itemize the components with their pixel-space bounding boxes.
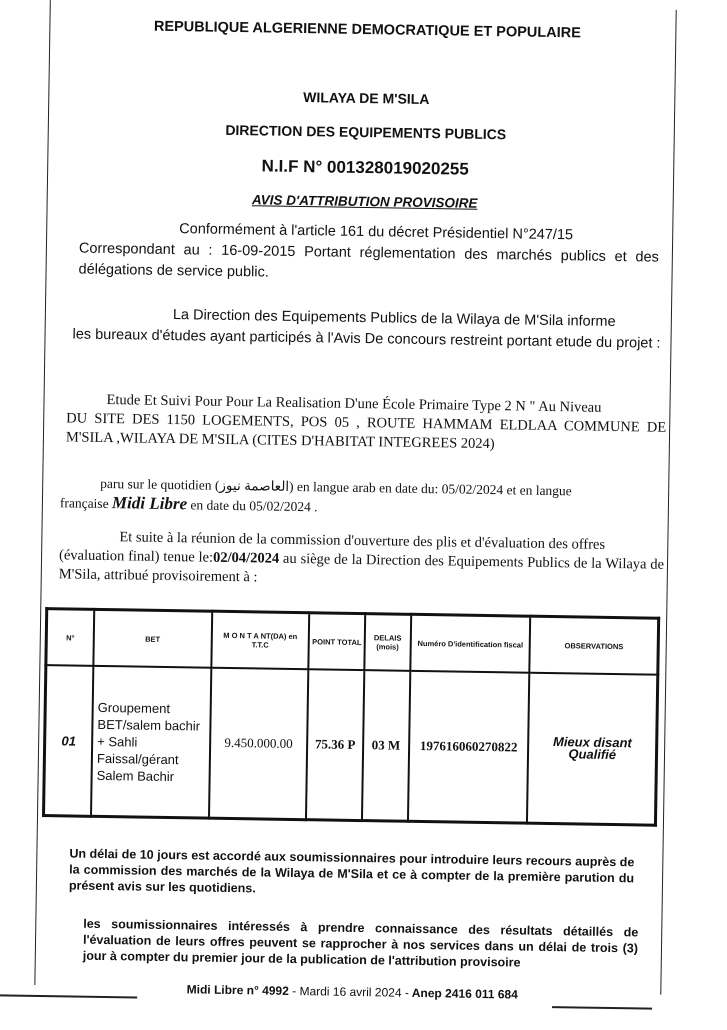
cell-point: 75.36 P: [306, 669, 364, 820]
publication-text-4: en date du 05/02/2024 .: [190, 497, 318, 515]
cell-num: 01: [44, 665, 94, 816]
project-line1: Etude Et Suivi Pour Pour La Realisation D'une École Primaire Type 2 N " Au Niveau: [106, 392, 602, 416]
cell-delai: 03 M: [362, 670, 410, 821]
header-bet: BET: [93, 609, 211, 667]
footer-anep: Anep 2416 011 684: [411, 985, 518, 1002]
cell-nif: 197616060270822: [408, 671, 530, 823]
footer-rule-right: [552, 1006, 652, 1009]
project-rest: DU SITE DES 1150 LOGEMENTS, POS 05 , ROUTE HAMMAM ELDLAA COMMUNE DE M'SILA ,WILAYA DE M'SILA (CITES D'HABITAT INTEGREES 2024): [65, 410, 667, 453]
publication-text-3: française: [59, 495, 109, 512]
header-observations: OBSERVATIONS: [530, 616, 659, 675]
results-text: les soumissionnaires intéressés à prendre connaissance des résultats détaillés de l'évaluation de leurs offres peuvent se rapprocher à nos services dans un délai de trois (3) jour à compter du premier jour de la publication de l'attribution provisoire: [82, 916, 639, 970]
arabic-newspaper-name: (العاصمة نيوز): [214, 477, 294, 494]
cell-montant: 9.450.000.00: [209, 668, 309, 820]
commission-line1: Et suite à la réunion de la commission d'ouverture des plis et d'évaluation des offres: [119, 529, 606, 553]
project-paragraph: [66, 390, 667, 456]
commission-text-1: (évaluation final) tenue le:: [58, 547, 214, 566]
notice-title: AVIS D'ATTRIBUTION PROVISOIRE: [251, 192, 478, 211]
footer-date: - Mardi 16 avril 2024 -: [292, 983, 409, 1000]
footer-paper: Midi Libre n° 4992: [186, 982, 289, 998]
attribution-table: [42, 607, 660, 827]
meeting-date: 02/04/2024: [212, 549, 280, 567]
cell-bet: Groupement BET/salem bachir + Sahli Faissal/gérant Salem Bachir: [91, 666, 211, 818]
header-delais: DELAIS (mois): [364, 614, 411, 671]
commission-text-2: au siège de la Direction des Equipements Publics de la Wilaya de M'Sila, attribué provisoirement à :: [58, 550, 665, 586]
header-montant: M O N T A NT(DA) en T.T.C: [211, 611, 309, 669]
appeal-notice: [54, 845, 635, 902]
appeal-text: Un délai de 10 jours est accordé aux soumissionnaires pour introduire leurs recours auprès de la commission des marchés de la Wilaya de M'Sila et ce à compter de la première parution du présent avis sur les quotidiens.: [68, 846, 635, 896]
cell-observations: Mieux disant Qualifié: [527, 673, 657, 825]
newspaper-name: Midi Libre: [111, 493, 188, 514]
publication-text-2: en langue arab en date du: 05/02/2024 et en langue: [296, 479, 572, 499]
table-row: [44, 665, 658, 825]
legal-reference-paragraph: [78, 218, 659, 290]
wilaya-heading: WILAYA DE M'SILA: [303, 89, 430, 108]
information-rest: les bureaux d'études ayant participés à l'Avis De concours restreint portant etude du projet :: [72, 326, 661, 352]
header-point: POINT TOTAL: [309, 613, 366, 670]
commission-paragraph: [59, 527, 665, 593]
legal-reference-rest: Correspondant au : 16-09-2015 Portant réglementation des marchés publics et des délégations de service public.: [78, 240, 659, 281]
table-header-row: [46, 609, 659, 675]
nif-heading: N.I.F N° 001328019020255: [261, 156, 469, 179]
legal-reference-line1: Conformément à l'article 161 du décret Présidentiel N°247/15: [179, 221, 574, 244]
header-nif: Numéro D'identification fiscal: [410, 614, 531, 672]
results-notice: [38, 915, 639, 972]
publication-text-1: paru sur le quotidien: [100, 475, 212, 493]
direction-heading: DIRECTION DES EQUIPEMENTS PUBLICS: [225, 121, 507, 143]
republic-heading: REPUBLIQUE ALGERIENNE DEMOCRATIQUE ET POPULAIRE: [153, 18, 581, 42]
information-line1: La Direction des Equipements Publics de la Wilaya de M'Sila informe: [172, 307, 616, 330]
header-num: N°: [46, 609, 94, 666]
